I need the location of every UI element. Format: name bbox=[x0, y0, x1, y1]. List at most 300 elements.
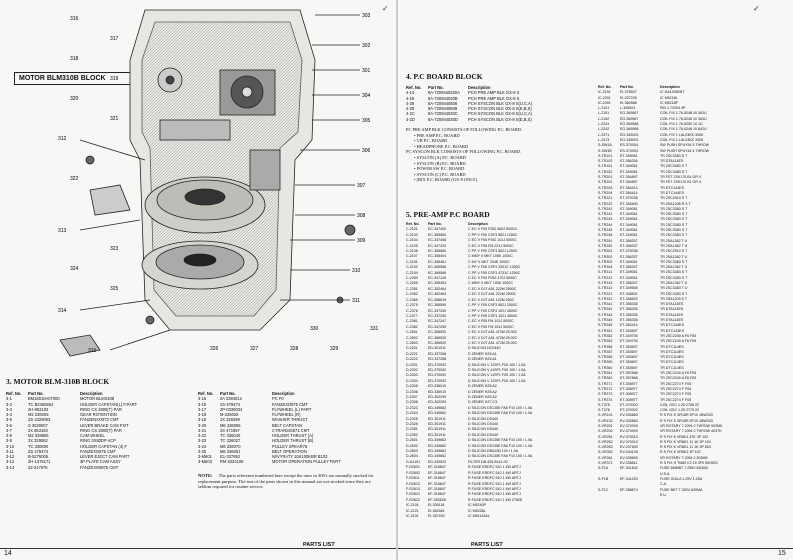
description-cell: D SILICON DS440 bbox=[468, 416, 498, 421]
corner-mark: ✓ bbox=[382, 4, 389, 13]
ref-cell: S-F1C bbox=[598, 487, 609, 492]
description-cell: HOLDER THRUST (A) bbox=[272, 433, 314, 438]
description-cell: LEVER EJECT CAM PART bbox=[80, 454, 130, 459]
part-cell: ED-370092 bbox=[428, 362, 447, 367]
description-cell: TR 2SA1362 T U bbox=[660, 254, 688, 259]
part-cell: ET-349061 bbox=[620, 153, 638, 158]
description-cell: TR 2SC2274 F F05 bbox=[660, 381, 692, 386]
part-cell: ET-354897 bbox=[620, 175, 638, 180]
ref-cell: S-TR322 bbox=[598, 296, 613, 301]
part-cell: M2 236005 bbox=[28, 412, 49, 417]
ref-cell: C-2250 bbox=[406, 276, 418, 281]
description-cell: TR 2SC3383 S T bbox=[660, 270, 688, 275]
ref-cell: D-2307 bbox=[406, 395, 418, 399]
part-cell: EC-337250 bbox=[428, 308, 447, 313]
ref-cell: D-2301 bbox=[406, 362, 418, 367]
part-cell: ED-301911 bbox=[428, 422, 446, 427]
description-cell: R FUSE ERDFC 510 1 4W ARTJ bbox=[468, 492, 521, 497]
callout-label: 312 bbox=[58, 136, 67, 142]
description-cell: R S FIX K SR16R 3P10 1BW333 bbox=[660, 418, 713, 423]
ref-cell: 3-5 bbox=[6, 417, 12, 423]
callout-label: 327 bbox=[250, 346, 259, 352]
description-cell: D SILICON DS135E FA6 F10 100 / 1.0A bbox=[468, 454, 533, 459]
ref-cell: S-SW1A bbox=[598, 143, 612, 148]
description-cell: D ZENER HZ6 A2 bbox=[468, 395, 497, 399]
part-cell: ET-349705 bbox=[620, 333, 638, 338]
description-cell: C EC V DJT A51 472M 25.00C bbox=[468, 330, 518, 335]
part-cell: EC-355461 bbox=[428, 259, 447, 264]
ref-cell: 3-M601 bbox=[198, 454, 212, 459]
part-cell: EI-362581 bbox=[428, 508, 445, 513]
part-cell: ET-349061 bbox=[620, 228, 638, 233]
part-cell: M6 336065 bbox=[220, 422, 241, 428]
ref-cell: L-2101 bbox=[598, 106, 610, 111]
bullet-icon: • bbox=[414, 171, 417, 177]
part-cell: ET-308977 bbox=[620, 381, 638, 386]
ref-cell: 3-16 bbox=[198, 401, 207, 407]
part-cell: 2P-0336034 bbox=[220, 406, 243, 412]
part-cell: 8A-720944030C bbox=[428, 111, 458, 117]
col-desc: Description bbox=[468, 85, 491, 90]
description-cell: C PP V F05 CSF3 102J 4500C bbox=[468, 313, 518, 318]
description-cell: TR DTA114ES bbox=[660, 159, 684, 164]
ref-cell: S-VR262 bbox=[598, 439, 613, 444]
part-cell: EC-347126 bbox=[428, 276, 447, 281]
bullet-icon: • bbox=[414, 143, 417, 149]
ref-cell: D-2221 bbox=[406, 351, 418, 356]
part-cell: 2S 471967 bbox=[220, 427, 240, 433]
description-cell: CAM WHEEL bbox=[80, 433, 105, 438]
part-cell: EO-369567 bbox=[620, 116, 639, 121]
col-desc: Description bbox=[660, 85, 680, 89]
callout-label: 315 bbox=[88, 348, 97, 354]
ref-cell: C-2602 bbox=[406, 335, 418, 340]
description-cell: R S FIX K SR16R 3P10 1BW333 bbox=[660, 413, 713, 418]
ref-cell: L-2371 bbox=[598, 132, 610, 137]
col-ref: Ref. No. bbox=[406, 222, 420, 226]
part-cell: ET-364414 bbox=[620, 185, 638, 190]
part-cell: ET-349508 bbox=[620, 286, 638, 291]
part-cell: EF-350628 bbox=[428, 497, 446, 502]
part-cell: ED-336010 bbox=[428, 389, 447, 394]
description-cell: D SILICON DS135E FA6 F10 100 / 1.0A bbox=[468, 443, 533, 448]
ref-cell: S-TR372 bbox=[598, 386, 613, 391]
ref-cell: S-TR151 bbox=[598, 164, 613, 169]
ref-cell: S-VR371 bbox=[598, 461, 613, 466]
motor-section-title: 3. MOTOR BLM-310B BLOCK bbox=[6, 377, 110, 386]
ref-cell: C-2351 bbox=[406, 286, 418, 291]
part-cell: ET-349061 bbox=[620, 259, 638, 264]
col-desc: Description bbox=[272, 391, 295, 396]
description-cell: FILTER DB-429-8141-00 bbox=[468, 459, 508, 464]
description-cell: SW PUSH SPUY44 4 THROW bbox=[660, 148, 710, 153]
part-cell: EC-366619 bbox=[428, 297, 447, 302]
part-cell bbox=[620, 493, 660, 498]
ref-cell: S-TR246 bbox=[598, 233, 613, 238]
note-text: The parts reference numbered here except the ones in 300's are normally stocked for replacement purpose. The rest of the parts shown in this manual are not stocked since they are seldom required for routine service. bbox=[198, 473, 374, 490]
part-cell: M2 329806 bbox=[28, 433, 49, 438]
ref-cell: 3-13 bbox=[6, 459, 15, 465]
part-cell: 8A-7209440200A bbox=[428, 90, 460, 96]
part-cell: ED-349662 bbox=[428, 454, 447, 459]
ref-cell: D-2351 bbox=[406, 427, 418, 432]
callout-label: 318 bbox=[70, 56, 79, 62]
part-cell: RM 8334108 bbox=[220, 459, 244, 465]
description-cell: C EC V DJT A51 472M 25.00C bbox=[468, 340, 518, 345]
part-cell: ET-349061 bbox=[620, 222, 638, 227]
description-cell: TR DTC144ES bbox=[660, 190, 684, 195]
description-cell: C EC V F05 FM 221J 5000C bbox=[468, 243, 514, 248]
description-cell: C EC V F05 FM 101J 5000C bbox=[468, 319, 514, 324]
ref-cell: 4-18 bbox=[406, 95, 415, 101]
board-name: SYSCON (C) P.C. BOARD bbox=[416, 171, 466, 177]
part-cell: TC 336027 bbox=[220, 438, 241, 444]
description-cell: COIL OSC 1.25 2775 22 bbox=[660, 408, 700, 413]
description-cell: R S FIX K VR8K1 47K 3P 102 bbox=[660, 434, 709, 439]
ref-cell: IC-2121 bbox=[406, 508, 419, 513]
ref-cell: D-2305 bbox=[406, 384, 418, 389]
callout-label: 329 bbox=[330, 346, 339, 352]
part-cell: ET-353697 bbox=[620, 328, 638, 333]
part-cell: EO-345003 bbox=[620, 137, 639, 142]
motor-parts-table-b bbox=[198, 391, 390, 465]
ref-cell: D-2201 bbox=[406, 346, 418, 351]
description-cell: VR ROTARY 7.2094 2 THROW 503MK bbox=[660, 424, 723, 428]
part-cell: EC-366520 bbox=[428, 335, 447, 340]
ref-cell: S-TR345 bbox=[598, 323, 613, 328]
callout-label: 310 bbox=[352, 268, 361, 274]
description-cell: FANZENXO873 CMT bbox=[80, 417, 119, 423]
footer-rule bbox=[0, 548, 396, 549]
description-cell: C EC V DJT A51 102M 250C bbox=[468, 297, 515, 302]
part-cell: ET-348831 bbox=[620, 291, 638, 296]
part-cell: ED-337268 bbox=[428, 351, 447, 356]
ref-cell: S-TR203 bbox=[598, 185, 613, 190]
description-cell: TR 2SA1362 T U bbox=[660, 238, 688, 243]
part-cell: ET-356336 bbox=[620, 307, 638, 312]
ref-cell: F-R2611 bbox=[406, 476, 420, 481]
col-ref: Ref. No. bbox=[6, 391, 22, 396]
description-cell: PCH SYSCON BLK GX-8 S(U,C,A) bbox=[468, 100, 533, 106]
description-cell: FUSE 6MMBT 7 250V 630MA bbox=[660, 466, 708, 471]
ref-cell: S-TR360 bbox=[598, 365, 613, 370]
callout-label: 320 bbox=[70, 96, 79, 102]
part-cell: ET-349061 bbox=[620, 275, 638, 280]
motor-block-exploded-diagram bbox=[50, 0, 390, 372]
part-cell: ET-308977 bbox=[620, 392, 638, 397]
part-cell: B-5276005 bbox=[28, 454, 49, 459]
consist-syscon-heading: PC SYSCON BLK CONSISTS OF FOLLOWING P.C. BOARD. bbox=[406, 149, 522, 155]
part-cell: ET-370002 bbox=[620, 402, 638, 407]
ref-cell: 3-4 bbox=[6, 412, 12, 417]
callout-label: 322 bbox=[70, 176, 79, 182]
description-cell: TR 2SC3383 S T bbox=[660, 169, 688, 174]
part-cell: ET-349061 bbox=[620, 212, 638, 217]
description-cell: C EC V F05 F052 101J 5000C bbox=[468, 238, 517, 243]
description-cell: TR DTA114ES bbox=[660, 302, 684, 307]
part-cell: ET-356337 bbox=[620, 238, 638, 243]
description-cell: TR 2SC2910 S T bbox=[660, 196, 688, 201]
part-cell: ET-364414 bbox=[620, 323, 638, 328]
part-cell: ED-349662 bbox=[428, 438, 447, 443]
table-row bbox=[406, 117, 588, 122]
ref-cell: S-TR204 bbox=[598, 190, 613, 195]
part-cell: EO-369567 bbox=[620, 111, 639, 116]
ref-cell: S-TR352 bbox=[598, 333, 613, 338]
ref-cell: L-2373 bbox=[598, 137, 610, 142]
ref-cell: D-2324 bbox=[406, 411, 418, 416]
board-list-item bbox=[414, 177, 596, 183]
part-cell: ED-301911 bbox=[428, 432, 446, 437]
description-cell: R S FIX K VR8K1 11 1K 3P 104 bbox=[660, 439, 711, 444]
ref-cell: L-2151 bbox=[598, 111, 610, 116]
description-cell: D ZENER HZ6 A1 bbox=[468, 357, 497, 362]
description-cell: U.S.A. bbox=[660, 471, 671, 476]
description-cell: TR DTC114ES bbox=[660, 360, 684, 365]
ref-cell: L-2242 bbox=[598, 127, 610, 132]
part-cell: 2X 328299 bbox=[220, 417, 240, 423]
callout-label: 314 bbox=[58, 308, 67, 314]
part-cell: EC-347293 bbox=[428, 243, 447, 248]
description-cell: BELT OPERATION bbox=[272, 448, 307, 454]
part-cell: EC-352464 bbox=[428, 286, 447, 291]
ref-cell: 3-22 bbox=[198, 433, 207, 438]
ref-cell: S-TR351 bbox=[598, 328, 613, 333]
ref-cell: S-TR356 bbox=[598, 344, 613, 349]
ref-cell: L-2152 bbox=[598, 116, 610, 121]
part-cell: ED-337268 bbox=[428, 357, 447, 362]
description-cell: TR 2SC2240 A F6 F05 bbox=[660, 333, 697, 338]
ref-cell: C-2106 bbox=[406, 249, 418, 254]
footer-rule bbox=[398, 548, 793, 549]
table-row bbox=[6, 465, 192, 470]
ref-cell: S-TR202 bbox=[598, 180, 613, 185]
ref-cell: S-TR313 bbox=[598, 280, 613, 285]
description-cell: FANZEXO875 CMT bbox=[80, 448, 116, 454]
description-cell: FUSE BET T 250V 630MA bbox=[660, 487, 703, 492]
part-cell: L-306504 bbox=[620, 106, 636, 111]
callout-label: 301 bbox=[362, 68, 371, 74]
description-cell: W/VYRATY 10K100KBR B103 bbox=[272, 454, 328, 459]
ref-cell: F-R2613 bbox=[406, 486, 420, 491]
part-cell: EF-318847 bbox=[428, 492, 446, 497]
description-cell: IC M5240P bbox=[468, 503, 486, 508]
part-cell: EC-347408 bbox=[428, 238, 447, 243]
part-cell: ET-353697 bbox=[620, 344, 638, 349]
ref-cell: 3-8 bbox=[6, 433, 12, 438]
pc-board-table bbox=[406, 85, 588, 122]
ref-cell: S-TR101 bbox=[598, 153, 613, 158]
ref-cell: 3-18 bbox=[198, 412, 207, 417]
part-cell: M6 336001 bbox=[220, 448, 241, 454]
part-cell: 8A-720944030D bbox=[428, 116, 458, 122]
part-cell: EV-344109 bbox=[620, 450, 638, 455]
part-cell: 8A-720944030B bbox=[428, 95, 458, 101]
description-cell: R FUSE ERDFC 510 1 4W ARTJ bbox=[468, 486, 521, 491]
ref-cell: D-2222 bbox=[406, 357, 418, 362]
part-cell: ET-349061 bbox=[620, 169, 638, 174]
description-cell: TR 2SC2240 A F6 F05 bbox=[660, 376, 697, 381]
description-cell: TR 2SC3383 S T bbox=[660, 275, 688, 280]
ref-cell: C-2104 bbox=[406, 238, 418, 243]
ref-cell: S-TR374 bbox=[598, 397, 613, 402]
bullet-icon: • bbox=[414, 166, 417, 172]
description-cell: HOLDER CAPSTAN(L) F.PART bbox=[80, 401, 138, 407]
corner-mark: ✓ bbox=[753, 4, 760, 13]
bullet-icon: • bbox=[414, 177, 417, 183]
description-cell: R FUSE ERDFC 510 1 4W 2782E bbox=[468, 497, 523, 502]
footer-label: PARTS LIST bbox=[468, 542, 506, 548]
description-cell: TR 2SC3383 S T bbox=[660, 291, 688, 296]
part-cell: ED-336010 bbox=[428, 384, 447, 389]
ref-cell: 3-3 bbox=[6, 406, 12, 412]
part-cell: ET-364414 bbox=[620, 190, 638, 195]
part-cell: ED-370092 bbox=[428, 373, 447, 378]
description-cell: D SILICON V 11SP1 F05 100 / 1.0A bbox=[468, 367, 526, 372]
col-part: Part No. bbox=[28, 391, 44, 396]
description-cell: R S FIX K VR8K1 11 1K 3P 503 bbox=[660, 445, 711, 450]
part-cell: ET-356337 bbox=[620, 254, 638, 259]
part-cell: ET-354897 bbox=[620, 180, 638, 185]
description-cell: D SILICON HCS440 bbox=[468, 346, 501, 351]
part-cell: EO-369568 bbox=[620, 127, 639, 132]
description-cell: TR 2SC2240 A F6 F05 bbox=[660, 371, 697, 376]
part-cell: ET-356337 bbox=[620, 243, 638, 248]
ref-cell: S-TR359 bbox=[598, 360, 613, 365]
ref-cell: S-T376 bbox=[598, 408, 610, 413]
part-cell: EC-365560 bbox=[428, 249, 447, 254]
description-cell: TR DTC114ES bbox=[660, 355, 684, 360]
part-cell: EF-318847 bbox=[428, 481, 446, 486]
description-cell: TR DTA114ES bbox=[660, 318, 684, 323]
part-cell: ET-353697 bbox=[620, 365, 638, 370]
callout-label: 303 bbox=[362, 13, 371, 19]
ref-cell: C-2107 bbox=[406, 254, 418, 259]
ref-cell: 3-12 bbox=[6, 454, 15, 459]
motor-block-title: MOTOR BLM310B BLOCK bbox=[14, 72, 160, 85]
description-cell: D SILICON DS135E FA6 F10 100 / 1.0A bbox=[468, 405, 533, 410]
ref-cell: S-VR352 bbox=[598, 450, 613, 455]
ref-cell: S-TR371 bbox=[598, 381, 613, 386]
part-cell: ET-356336 bbox=[620, 159, 638, 164]
callout-label: 302 bbox=[362, 43, 371, 49]
pc-board-section-title: 4. P.C BOARD BLOCK bbox=[406, 72, 483, 81]
callout-label: 330 bbox=[310, 326, 319, 332]
ref-cell: C-2382 bbox=[406, 324, 418, 329]
part-cell: ED-302299 bbox=[428, 400, 447, 405]
description-cell: C MMY V MKT 105K 1000C bbox=[468, 281, 513, 286]
part-cell: EI-337228 bbox=[620, 95, 637, 100]
description-cell: TR 2SC2274 F F05 bbox=[660, 392, 692, 397]
description-cell: TR 2SC3383 S T bbox=[660, 217, 688, 222]
ref-cell: 3-10 bbox=[6, 443, 15, 449]
part-cell: EC-362464 bbox=[428, 292, 447, 297]
ref-cell: S-F1A bbox=[598, 466, 609, 471]
ref-cell: S-VR201 bbox=[598, 424, 613, 428]
board-name: (RIX P.C. BOARD (GX-8 ONLY) bbox=[416, 177, 478, 183]
callout-label: 321 bbox=[110, 116, 119, 122]
description-cell: RING CS 2800(T) PAR bbox=[80, 406, 122, 412]
part-cell: ET-353697 bbox=[620, 360, 638, 365]
ref-cell: S-TR362 bbox=[598, 376, 613, 381]
ref-cell: S-TR342 bbox=[598, 307, 613, 312]
part-cell: ET-356336 bbox=[620, 302, 638, 307]
description-cell: D SILICON DS440 bbox=[468, 432, 498, 437]
description-cell: R FUSE ERDFC 510 1 4W ARTJ bbox=[468, 481, 521, 486]
ref-cell: 4-14 bbox=[406, 90, 415, 96]
ref-cell: S-VR202 bbox=[598, 429, 613, 434]
part-cell: ED-302299 bbox=[428, 395, 447, 399]
description-cell: D SILICON V 11SP1 F05 100 / 1.0A bbox=[468, 362, 526, 367]
description-cell: TR 2SA1362 T U bbox=[660, 243, 688, 248]
ref-cell: 3-M603 bbox=[198, 459, 212, 465]
description-cell: TR 2SA1209 S T bbox=[660, 296, 688, 301]
description-cell: IC HA12080NT bbox=[660, 90, 685, 95]
ref-cell: S-TR361 bbox=[598, 371, 613, 376]
ref-cell: 3-25 bbox=[198, 448, 207, 454]
ref-cell: S-TR321 bbox=[598, 291, 613, 296]
part-cell: ET-349061 bbox=[620, 206, 638, 211]
ref-cell: S-TR152 bbox=[598, 169, 613, 174]
part-cell: ET-308977 bbox=[620, 397, 638, 402]
description-cell: PCH SYSCON BLK GX-8 S(U,C,A) bbox=[468, 111, 533, 117]
part-cell: ZS 479474 bbox=[28, 448, 49, 454]
bullet-icon: • bbox=[414, 154, 417, 160]
part-cell: M-236026 bbox=[220, 412, 239, 417]
part-cell: EV-237893 bbox=[620, 445, 638, 450]
pre-amp-table-cont bbox=[598, 85, 788, 498]
description-cell: PIN 1.72094 4P bbox=[660, 106, 686, 111]
description-cell: LEVER BRAKE CAM FXIT bbox=[80, 422, 129, 428]
description-cell: TR 2SC3383 S T bbox=[660, 212, 688, 217]
description-cell: C PP V F05 CSF3 102J 4500C bbox=[468, 308, 518, 313]
description-cell: C.A. bbox=[660, 482, 667, 487]
part-cell: EV-370010 bbox=[620, 434, 638, 439]
pre-amp-table bbox=[406, 222, 588, 519]
ref-cell: C-2101 bbox=[406, 227, 418, 232]
part-cell: ET-349061 bbox=[620, 217, 638, 222]
ref-cell: 3-23 bbox=[198, 438, 207, 444]
description-cell: TR DTC114ES bbox=[660, 349, 684, 354]
description-cell: FANZEXO9875 CMT bbox=[80, 464, 119, 470]
part-cell: E1-337852 bbox=[220, 454, 241, 459]
description-cell: IC M51143AL bbox=[468, 513, 490, 518]
description-cell: C EC V F05 FM 151J 5000C bbox=[468, 324, 514, 329]
ref-cell: S-TR102 bbox=[598, 159, 613, 164]
ref-cell: S-TR303 bbox=[598, 259, 613, 264]
ref-cell: 4-26 bbox=[406, 100, 415, 106]
callout-label: 323 bbox=[110, 246, 119, 252]
ref-cell: F-R2622 bbox=[406, 497, 420, 502]
ref-cell: S-TR304 bbox=[598, 265, 613, 270]
ref-cell: C-2352 bbox=[406, 292, 418, 297]
description-cell: WASHER THRUST bbox=[272, 417, 308, 423]
description-cell: PCH SYSCON BLK GX-8 S(E,B,S) bbox=[468, 106, 532, 111]
description-cell: CTRANSIS571 CMT bbox=[272, 427, 310, 433]
description-cell: C EC V DJT A51 222M 2500C bbox=[468, 292, 517, 297]
ref-cell: D-2326 bbox=[406, 422, 418, 427]
description-cell: BELT CAPSTAN bbox=[272, 422, 303, 428]
part-cell: 8A-7209440808 bbox=[428, 100, 458, 106]
description-cell: TR 2SC2910 S T bbox=[660, 249, 688, 254]
ref-cell: S-F1B bbox=[598, 476, 609, 481]
part-cell: EI-357490 bbox=[428, 513, 445, 518]
col-ref: Ref. No. bbox=[198, 391, 214, 396]
part-cell: EV-370009 bbox=[620, 429, 638, 434]
col-desc: Description bbox=[468, 222, 488, 226]
description-cell: TR 2SC3383 S T bbox=[660, 164, 688, 169]
table-row bbox=[598, 493, 788, 498]
